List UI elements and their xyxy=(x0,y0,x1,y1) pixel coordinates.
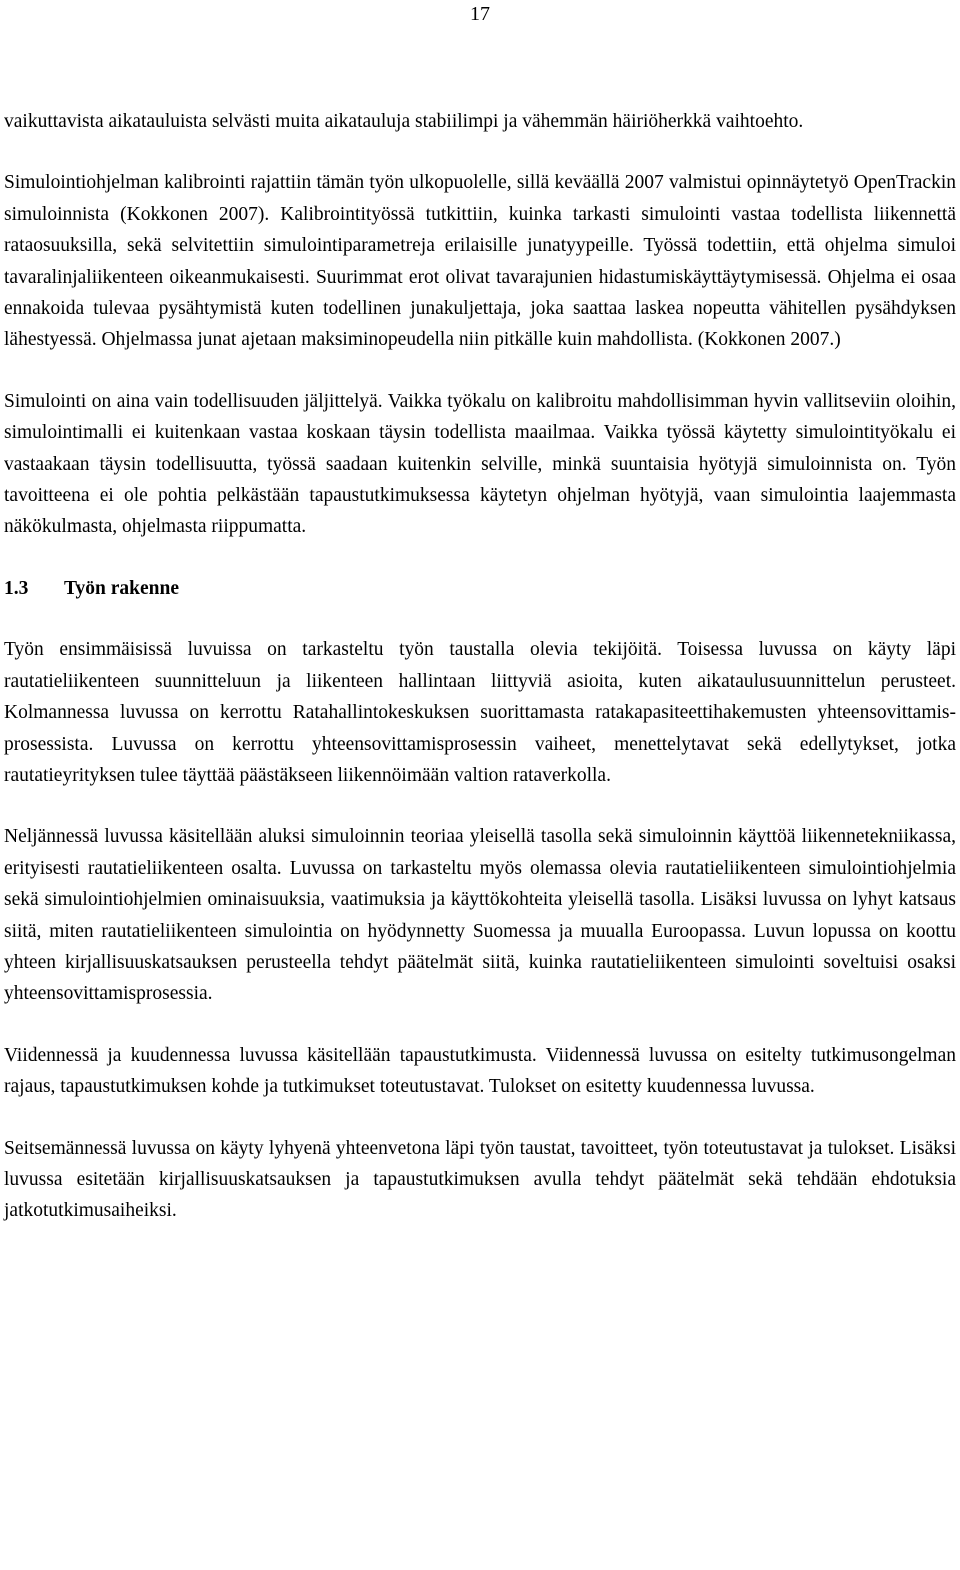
page-body xyxy=(4,106,956,1227)
paragraph: Simulointiohjelman kalibrointi rajattiin tämän työn ulkopuolelle, sillä keväällä 2007 valmistui opinnäytetyö OpenTrackin simuloinnista (Kokkonen 2007). Kalibrointityössä tutkittiin, kuinka tarkasti simulointi vastaa todellista liikennettä rataosuuksilla, sekä selvitettiin simulointiparametreja erilaisille junatyypeille. Työssä todettiin, että ohjelma simuloi tavaralinjaliikenteen oikeanmukaisesti. Suurimmat erot olivat tavarajunien hidastumiskäyttäytymisessä. Ohjelma ei osaa ennakoida tulevaa pysähtymistä kuten todellinen junakuljettaja, joka saattaa laskea nopeutta vähitellen pysähdyksen lähestyessä. Ohjelmassa junat ajetaan maksiminopeudella niin pitkälle kuin mahdollista. (Kokkonen 2007.) xyxy=(4,172,956,351)
section-heading xyxy=(4,573,956,604)
section-number: 1.3 xyxy=(4,577,29,599)
paragraph: Neljännessä luvussa käsitellään aluksi simuloinnin teoriaa yleisellä tasolla sekä simuloinnin käyttöä liikennetekniikassa, erityisesti rautatieliikenteen osalta. Luvussa on tarkasteltu myös olemassa olevia rautatieliikenteen simulointiohjelmia sekä simulointiohjelmien ominaisuuksia, vaatimuksia ja käyttökohteita yleisellä tasolla. Lisäksi luvussa on lyhyt katsaus siitä, miten rautatieliikenteen simulointia on hyödynnetty Suomessa ja muualla Euroopassa. Luvun lopussa on koottu yhteen kirjallisuuskatsauksen perusteella tehdyt päätelmät siitä, kuinka rautatieliikenteen simulointi soveltuisi osaksi yhteensovittamisprosessia. xyxy=(4,826,956,1005)
paragraph: Seitsemännessä luvussa on käyty lyhyenä yhteenvetona läpi työn taustat, tavoitteet, työn toteutustavat ja tulokset. Lisäksi luvussa esitetään kirjallisuuskatsauksen ja tapaustutkimuksen avulla tehdyt päätelmät sekä tehdään ehdotuksia jatkotutkimusaiheiksi. xyxy=(4,1137,956,1222)
paragraph: vaikuttavista aikatauluista selvästi muita aikatauluja stabiilimpi ja vähemmän häiriöherkkä vaihtoehto. xyxy=(4,111,804,132)
paragraph: Työn ensimmäisissä luvuissa on tarkasteltu työn taustalla olevia tekijöitä. Toisessa luvussa on käyty läpi rautatieliikenteen suunnitteluun ja liikenteen hallintaan liittyviä asioita, kuten aikataulusuunnittelun perusteet. Kolmannessa luvussa on kerrottu Ratahallintokeskuksen suorittamasta ratakapasiteettihakemusten yhteensovittamisprosessista. Luvussa on kerrottu yhteensovittamisprosessin vaiheet, menettelytavat sekä edellytykset, jotka rautatieyrityksen tulee täyttää päästäkseen liikennöimään valtion rataverkolla. xyxy=(4,639,956,786)
paragraph: Viidennessä ja kuudennessa luvussa käsitellään tapaustutkimusta. Viidennessä luvussa on esitelty tutkimusongelman rajaus, tapaustutkimuksen kohde ja tutkimukset toteutustavat. Tulokset on esitetty kuudennessa luvussa. xyxy=(4,1044,956,1098)
section-title: Työn rakenne xyxy=(64,577,180,599)
page-number: 17 xyxy=(470,3,490,25)
paragraph: Simulointi on aina vain todellisuuden jäljittelyä. Vaikka työkalu on kalibroitu mahdollisimman hyvin vallitseviin oloihin, simulointimalli ei kuitenkaan vastaa koskaan täysin todellista maailmaa. Vaikka työssä käytetty simulointityökalu ei vastaakaan täysin todellisuutta, työssä saadaan kuitenkin selville, minkä suuntaisia hyötyjä simuloinnista on. Työn tavoitteena ei ole pohtia pelkästään tapaustutkimuksessa käytetyn ohjelman hyötyjä, vaan simulointia laajemmasta näkökulmasta, ohjelmasta riippumatta. xyxy=(4,390,956,538)
